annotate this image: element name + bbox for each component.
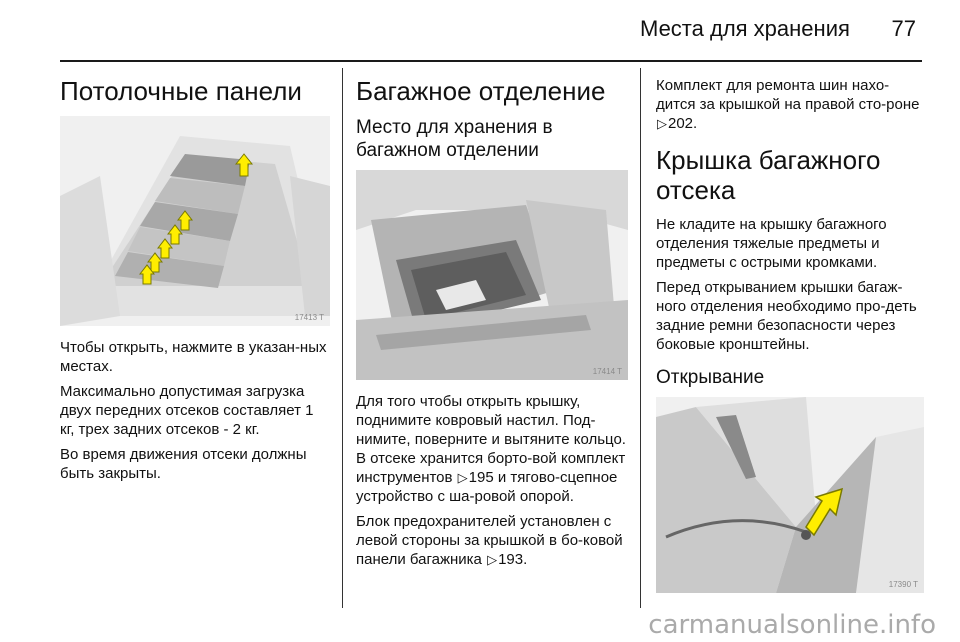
triangle-reference-icon: ▷ [657,116,667,131]
paragraph: Во время движения отсеки должны быть закрыты. [60,446,307,482]
paragraph: Перед открыванием крышки багаж-ного отделения необходимо про-деть задние ремни безопасности через боковые кронштейны. [656,279,917,353]
figure-roof-panels [60,116,330,326]
column-divider-right [640,68,641,608]
header-rule [60,60,922,62]
page-reference[interactable]: 202. [668,115,698,132]
paragraph [356,512,628,569]
page-header-title: Места для хранения [640,16,850,41]
column-divider-left [342,68,343,608]
figure-number: 17413 T [294,313,324,322]
figure-cover-opening [656,397,924,593]
figure-number: 17390 T [888,580,918,589]
column-load-compartment-cover [656,76,924,605]
figure-number: 17414 T [592,367,622,376]
paragraph: Не кладите на крышку багажного отделения тяжелые предметы и предметы с острыми кромками. [656,216,887,271]
roof-panel-illustration [60,116,330,326]
paragraph [356,392,628,506]
column-luggage-compartment [356,76,628,575]
section-heading-cover: Крышка багажного отсека [656,145,881,205]
page-number: 77 [891,16,916,41]
cover-opening-illustration [656,397,924,593]
paragraph: Максимально допустимая загрузка двух передних отсеков составляет 1 кг, трех задних отсеков - 2 кг. [60,383,314,438]
subheading-storage: Место для хранения в багажном отделении [356,117,553,161]
paragraph-text: Блок предохранителей установлен с левой стороны за крышкой в бо-ковой панели багажника [356,513,623,568]
paragraph-text: Комплект для ремонта шин нахо-дится за крышкой на правой сто-роне [656,77,920,113]
paragraph-text: и тягово-сцепное устройство с ша-ровой опорой. [356,469,618,505]
triangle-reference-icon: ▷ [457,470,468,485]
page-reference[interactable]: 193. [498,551,528,568]
section-heading-luggage-compartment: Багажное отделение [356,76,606,106]
paragraph [656,76,924,133]
subheading-opening: Открывание [656,367,765,388]
luggage-storage-illustration [356,170,628,380]
page-reference[interactable]: 195 [468,469,494,486]
column-roof-panels [60,76,330,489]
figure-luggage-storage [356,170,628,380]
footer-watermark[interactable]: carmanualsonline.info [648,610,936,640]
triangle-reference-icon: ▷ [487,552,498,567]
section-heading-roof-panels: Потолочные панели [60,76,302,106]
paragraph-text: Для того чтобы открыть крышку, поднимите ковровый настил. Под-нимите, поверните и вытяните кольцо. В отсеке хранится борто-вой комплект инструментов [356,393,626,486]
paragraph: Чтобы открыть, нажмите в указан-ных местах. [60,339,327,375]
